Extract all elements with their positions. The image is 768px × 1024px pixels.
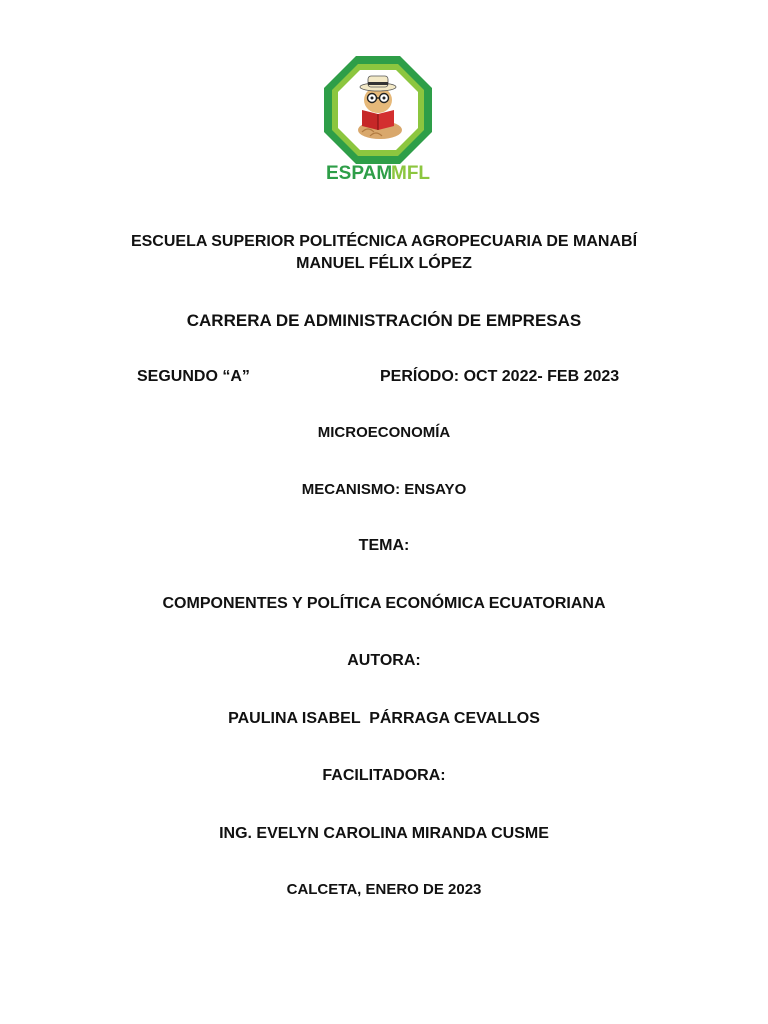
career-title: CARRERA DE ADMINISTRACIÓN DE EMPRESAS <box>186 311 582 330</box>
author-name: PAULINA ISABEL PÁRRAGA CEVALLOS <box>228 710 540 727</box>
author-label: AUTORA: <box>347 652 421 669</box>
topic-label: TEMA: <box>358 537 410 554</box>
place-and-date: CALCETA, ENERO DE 2023 <box>286 881 482 898</box>
mechanism: MECANISMO: ENSAYO <box>301 481 467 498</box>
topic-title: COMPONENTES Y POLÍTICA ECONÓMICA ECUATORIANA <box>162 595 606 612</box>
institution-line-1: ESCUELA SUPERIOR POLITÉCNICA AGROPECUARIA DE MANABÍ <box>130 233 638 250</box>
subject-name: MICROECONOMÍA <box>317 424 451 441</box>
institution-line-2: MANUEL FÉLIX LÓPEZ <box>296 255 472 272</box>
worm-reading-book-icon <box>318 52 438 184</box>
course-section: SEGUNDO “A” <box>137 368 250 385</box>
espam-mfl-logo <box>318 52 438 184</box>
logo-brand-espam: ESPAM <box>326 163 393 184</box>
facilitator-name: ING. EVELYN CAROLINA MIRANDA CUSME <box>219 825 549 842</box>
academic-period: PERÍODO: OCT 2022- FEB 2023 <box>380 368 620 385</box>
facilitator-label: FACILITADORA: <box>322 767 446 784</box>
logo-brand-mfl: MFL <box>391 163 431 184</box>
